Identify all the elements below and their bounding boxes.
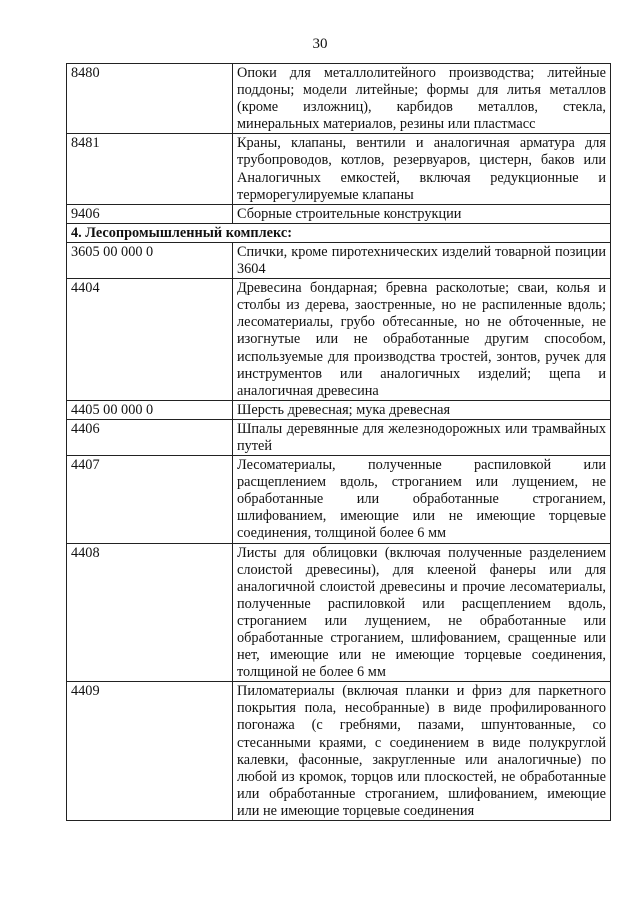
- code-cell: 3605 00 000 0: [67, 242, 233, 278]
- table-row: [67, 682, 611, 821]
- table-row: [67, 400, 611, 419]
- description-cell: Спички, кроме пиротехнических изделий товарной позиции 3604: [233, 242, 611, 278]
- table-row: [67, 134, 611, 204]
- description-cell: Опоки для металлолитейного производства; литейные поддоны; модели литейные; формы для литья металлов (кроме изложниц), карбидов металлов, стекла, минеральных материалов, резины или пластмасс: [233, 64, 611, 134]
- description-cell: Шпалы деревянные для железнодорожных или трамвайных путей: [233, 419, 611, 455]
- description-cell: Шерсть древесная; мука древесная: [233, 400, 611, 419]
- section-row: [67, 223, 611, 242]
- code-cell: 4405 00 000 0: [67, 400, 233, 419]
- table-row: [67, 456, 611, 543]
- table-body: [67, 64, 611, 821]
- code-cell: 4404: [67, 279, 233, 401]
- table-row: [67, 64, 611, 134]
- table-row: [67, 543, 611, 682]
- code-cell: 4409: [67, 682, 233, 821]
- description-cell: Сборные строительные конструкции: [233, 204, 611, 223]
- description-cell: Древесина бондарная; бревна расколотые; сваи, колья и столбы из дерева, заостренные, но не распиленные вдоль; лесоматериалы, грубо обтесанные, но не обточенные, не изогнутые или не обработанные другим способом, используемые для производства тростей, зонтов, ручек для инструментов или аналогичных изделий; щепа и аналогичная древесина: [233, 279, 611, 401]
- code-cell: 4407: [67, 456, 233, 543]
- description-cell: Пиломатериалы (включая планки и фриз для паркетного покрытия пола, несобранные) в виде профилированного погонажа (с гребнями, пазами, шпунтованные, со стесанными краями, с соединением в виде полукруглой калевки, фасонные, закругленные или аналогичные) по любой из кромок, торцов или плоскостей, не обработанные или обработанные строганием, шлифованием, имеющие или не имеющие торцевые соединения: [233, 682, 611, 821]
- table-row: [67, 204, 611, 223]
- code-cell: 4408: [67, 543, 233, 682]
- table-row: [67, 419, 611, 455]
- page-number: 30: [312, 36, 328, 52]
- table-row: [67, 279, 611, 401]
- code-cell: 4406: [67, 419, 233, 455]
- description-cell: Краны, клапаны, вентили и аналогичная арматура для трубопроводов, котлов, резервуаров, цистерн, баков или Аналогичных емкостей, включая редукционные и терморегулируемые клапаны: [233, 134, 611, 204]
- customs-code-table: [66, 63, 611, 821]
- code-cell: 8481: [67, 134, 233, 204]
- table-row: [67, 242, 611, 278]
- description-cell: Листы для облицовки (включая полученные разделением слоистой древесины), для клееной фанеры или для аналогичной слоистой древесины и прочие лесоматериалы, полученные распиловкой или расщеплением вдоль, строганием или лущением, не обработанные или обработанные строганием, шлифованием, сращенные или нет, имеющие или не имеющие торцевые соединения, толщиной не более 6 мм: [233, 543, 611, 682]
- section-heading: 4. Лесопромышленный комплекс:: [67, 223, 611, 242]
- code-cell: 9406: [67, 204, 233, 223]
- code-cell: 8480: [67, 64, 233, 134]
- description-cell: Лесоматериалы, полученные распиловкой или расщеплением вдоль, строганием или лущением, не обработанные или обработанные строганием, шлифованием, имеющие или не имеющие торцевые соединения, толщиной более 6 мм: [233, 456, 611, 543]
